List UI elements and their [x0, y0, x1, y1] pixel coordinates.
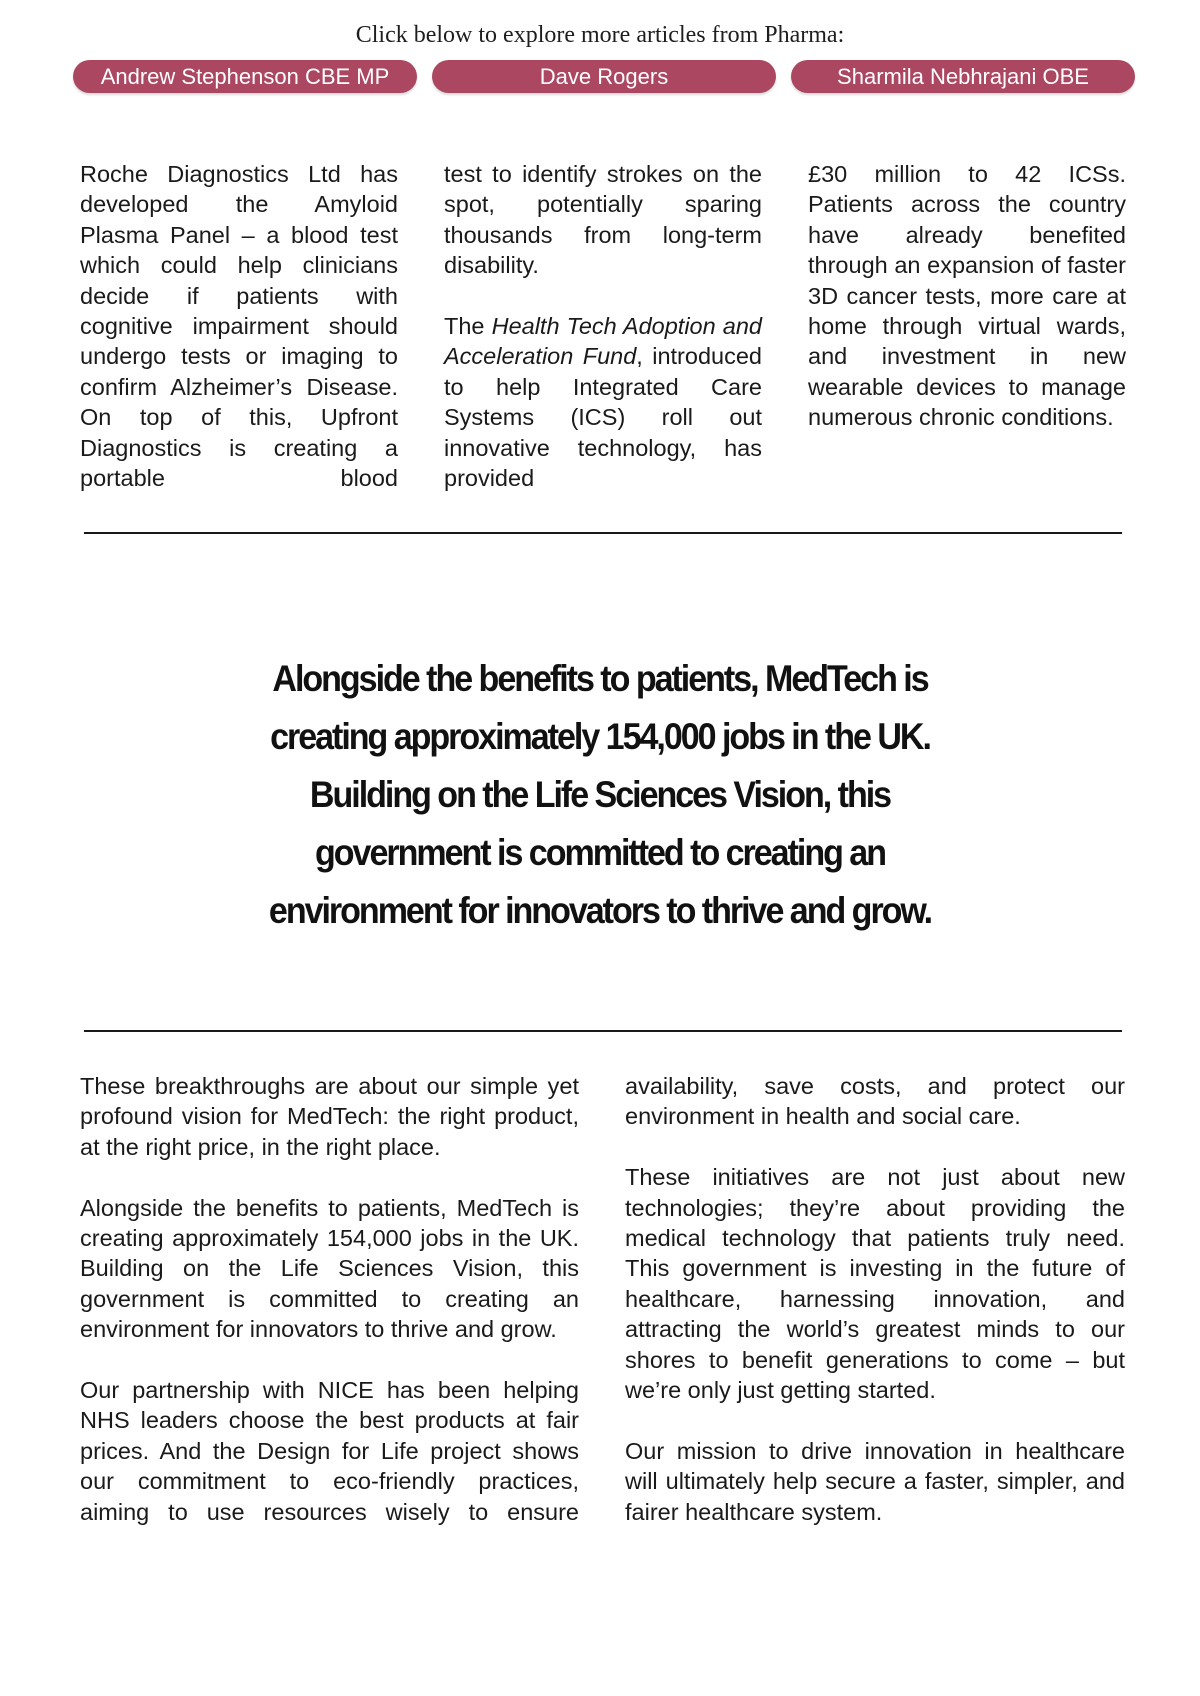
- text-run: The: [444, 313, 492, 340]
- explore-articles-label: Click below to explore more articles from Pharma:: [355, 22, 845, 48]
- divider-bottom: [84, 1030, 1122, 1032]
- article-column-1: [80, 159, 398, 493]
- author-links: [73, 60, 1133, 94]
- paragraph: These breakthroughs are about our simple yet profound vision for MedTech: the right product, at the right price, in the right place.: [80, 1073, 579, 1160]
- pull-quote: Alongside the benefits to patients, MedTech is creating approximately 154,000 jobs in the UK. Building on the Life Sciences Vision, this government is committed to creating an environment for innovators to thrive and grow.: [268, 658, 932, 931]
- article-column-right: [625, 1071, 1125, 1527]
- author-button-sharmila-nebhrajani[interactable]: Sharmila Nebhrajani OBE: [791, 60, 1135, 93]
- article-column-3: [808, 159, 1126, 433]
- article-column-left: [80, 1071, 579, 1527]
- paragraph: [444, 311, 762, 493]
- paragraph: Our partnership with NICE has been helping NHS leaders choose the best products at fair prices. And the Design for Life project shows our commitment to eco-friendly practices, aiming to use resources wisely to ensure: [80, 1377, 579, 1525]
- divider-top: [84, 532, 1122, 534]
- paragraph: Alongside the benefits to patients, MedTech is creating approximately 154,000 jobs in the UK. Building on the Life Sciences Vision, this government is committed to creating an environment for innovators to thrive and grow.: [80, 1194, 579, 1343]
- paragraph: availability, save costs, and protect our environment in health and social care.: [625, 1073, 1125, 1130]
- paragraph: Our mission to drive innovation in healthcare will ultimately help secure a faster, simpler, and fairer healthcare system.: [625, 1437, 1125, 1525]
- paragraph: test to identify strokes on the spot, potentially sparing thousands from long-term disability.: [444, 161, 762, 279]
- paragraph: Roche Diagnostics Ltd has developed the Amyloid Plasma Panel – a blood test which could help clinicians decide if patients with cognitive impairment should undergo tests or imaging to confirm Alzheimer’s Disease. On top of this, Upfront Diagnostics is creating a portable blood: [80, 161, 398, 492]
- author-button-andrew-stephenson[interactable]: Andrew Stephenson CBE MP: [73, 60, 417, 93]
- paragraph: These initiatives are not just about new technologies; they’re about providing the medical technology that patients truly need. This government is investing in the future of healthcare, harnessing innovation, and attracting the world’s greatest minds to our shores to benefit generations to come – but we’re only just getting started.: [625, 1164, 1125, 1404]
- author-button-dave-rogers[interactable]: Dave Rogers: [432, 60, 776, 93]
- article-column-2: [444, 159, 762, 493]
- paragraph: £30 million to 42 ICSs. Patients across the country have already benefited through an expansion of faster 3D cancer tests, more care at home through virtual wards, and investment in new wearable devices to manage numerous chronic conditions.: [808, 161, 1126, 431]
- fund-name: Health Tech Adoption and Acceleration Fund: [444, 313, 762, 370]
- text-run: , introduced to help Integrated Care Systems (ICS) roll out innovative technology, has provided: [444, 343, 762, 492]
